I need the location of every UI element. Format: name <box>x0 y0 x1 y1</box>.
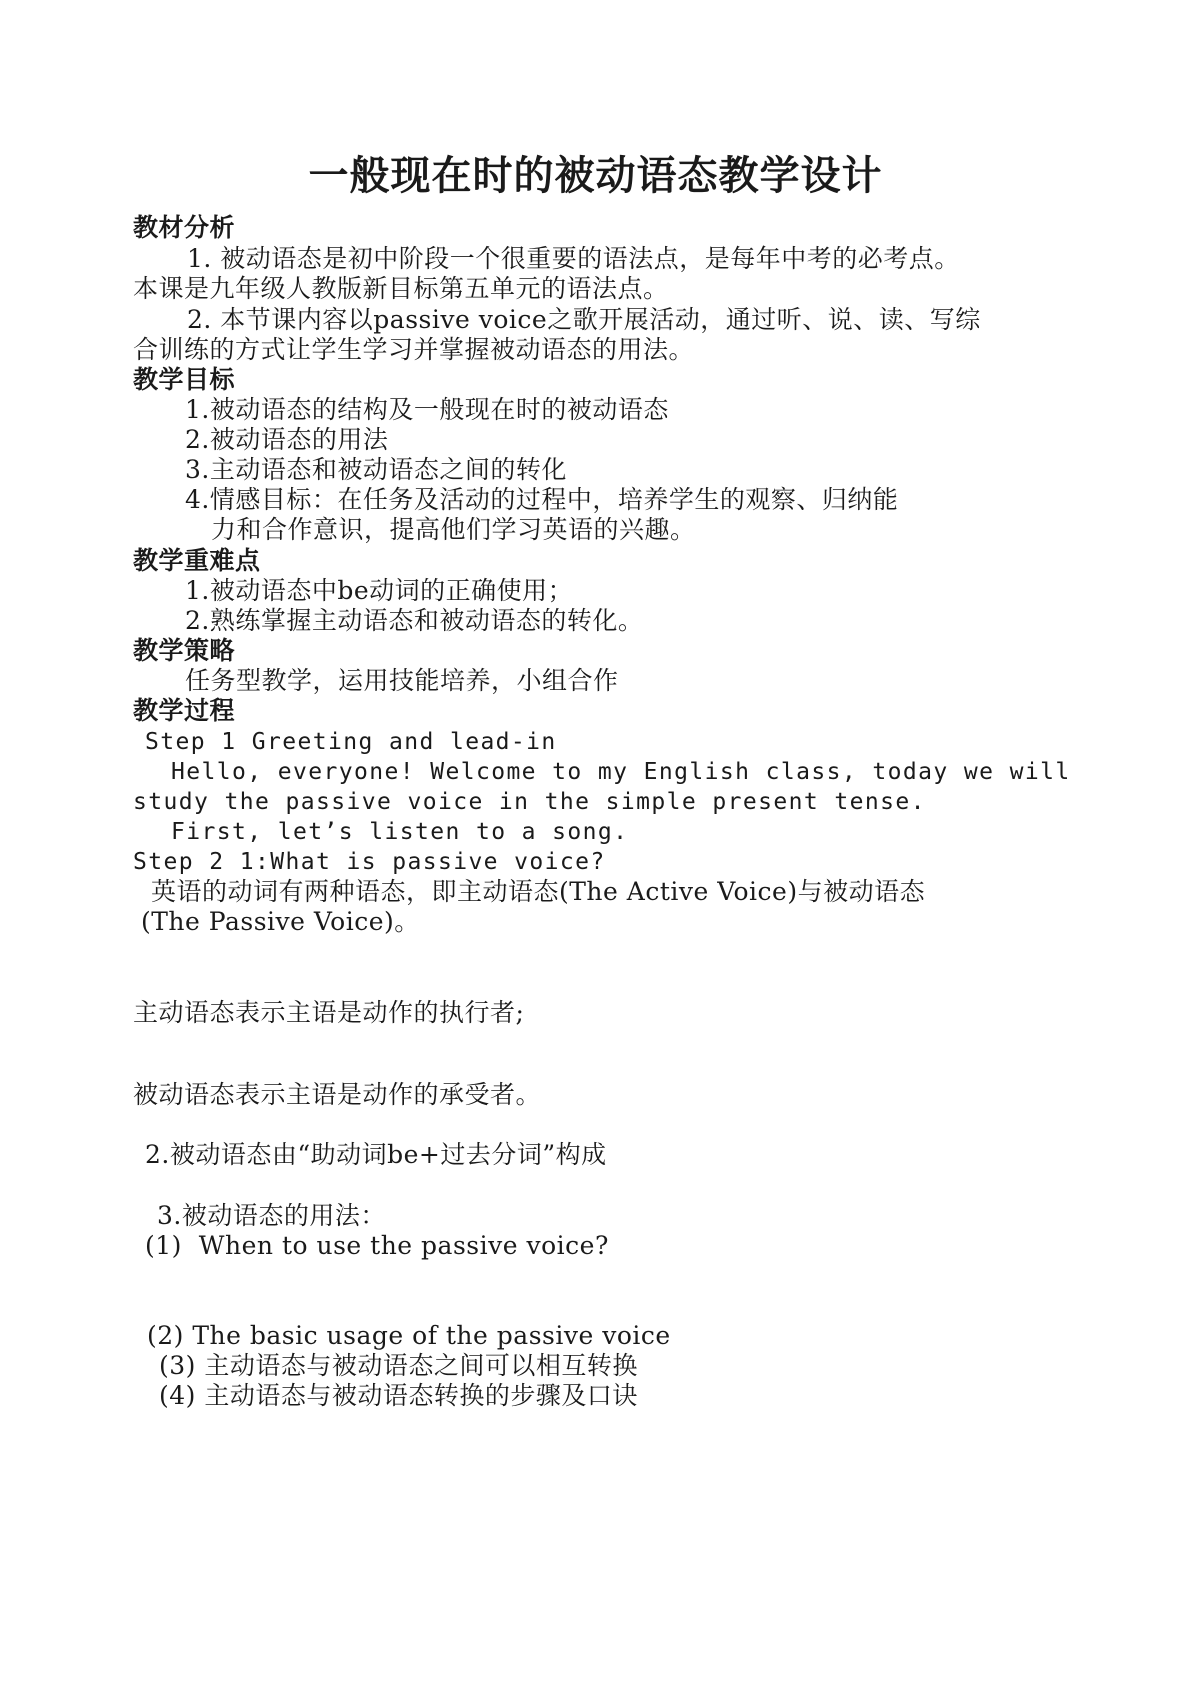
step2-heading: Step 2 1:What is passive voice? <box>133 849 606 875</box>
step1-heading: Step 1 Greeting and lead-in <box>145 729 557 755</box>
objective-item-4-continued: 力和合作意识，提高他们学习英语的兴趣。 <box>211 515 696 544</box>
objective-item-1: 1.被动语态的结构及一般现在时的被动语态 <box>185 395 669 424</box>
strategy-text: 任务型教学，运用技能培养，小组合作 <box>185 666 619 695</box>
greeting-line2: study the passive voice in the simple present tense. <box>133 789 926 815</box>
key-point-item-1: 1.被动语态中be动词的正确使用； <box>185 576 574 605</box>
passive-voice-definition: 被动语态表示主语是动作的承受者。 <box>133 1080 542 1109</box>
material-analysis-p2-line1: 2. 本节课内容以passive voice之歌开展活动，通过听、说、读、写综 <box>187 305 981 334</box>
usage-item-4: (4) 主动语态与被动语态转换的步骤及口诀 <box>159 1381 638 1410</box>
objective-item-3: 3.主动语态和被动语态之间的转化 <box>185 455 567 484</box>
section-heading-process: 教学过程 <box>133 696 236 725</box>
objective-item-4: 4.情感目标：在任务及活动的过程中，培养学生的观察、归纳能 <box>185 485 899 514</box>
usage-heading: 3.被动语态的用法： <box>157 1201 386 1230</box>
active-voice-definition: 主动语态表示主语是动作的执行者; <box>133 998 525 1027</box>
voices-line2: (The Passive Voice)。 <box>141 907 420 936</box>
material-analysis-p1-line2: 本课是九年级人教版新目标第五单元的语法点。 <box>133 274 669 303</box>
material-analysis-p2-line2: 合训练的方式让学生学习并掌握被动语态的用法。 <box>133 335 695 364</box>
section-heading-key-points: 教学重难点 <box>133 546 261 575</box>
voices-line1: 英语的动词有两种语态，即主动语态(The Active Voice)与被动语态 <box>151 877 926 906</box>
section-heading-strategy: 教学策略 <box>133 636 236 665</box>
key-point-item-2: 2.熟练掌握主动语态和被动语态的转化。 <box>185 606 644 635</box>
greeting-line1: Hello, everyone! Welcome to my English class, today we will <box>171 759 1071 785</box>
document-title: 一般现在时的被动语态教学设计 <box>308 153 883 199</box>
usage-item-2: (2) The basic usage of the passive voice <box>147 1321 671 1350</box>
usage-item-3: (3) 主动语态与被动语态之间可以相互转换 <box>159 1351 638 1380</box>
section-heading-objectives: 教学目标 <box>133 365 236 394</box>
objective-item-2: 2.被动语态的用法 <box>185 425 389 454</box>
passive-structure-line: 2.被动语态由“助动词be+过去分词”构成 <box>145 1140 607 1169</box>
material-analysis-p1-line1: 1. 被动语态是初中阶段一个很重要的语法点，是每年中考的必考点。 <box>187 244 960 273</box>
usage-item-1: (1) When to use the passive voice? <box>145 1231 609 1260</box>
listen-song-line: First, let’s listen to a song. <box>171 819 629 845</box>
section-heading-material-analysis: 教材分析 <box>133 213 236 242</box>
